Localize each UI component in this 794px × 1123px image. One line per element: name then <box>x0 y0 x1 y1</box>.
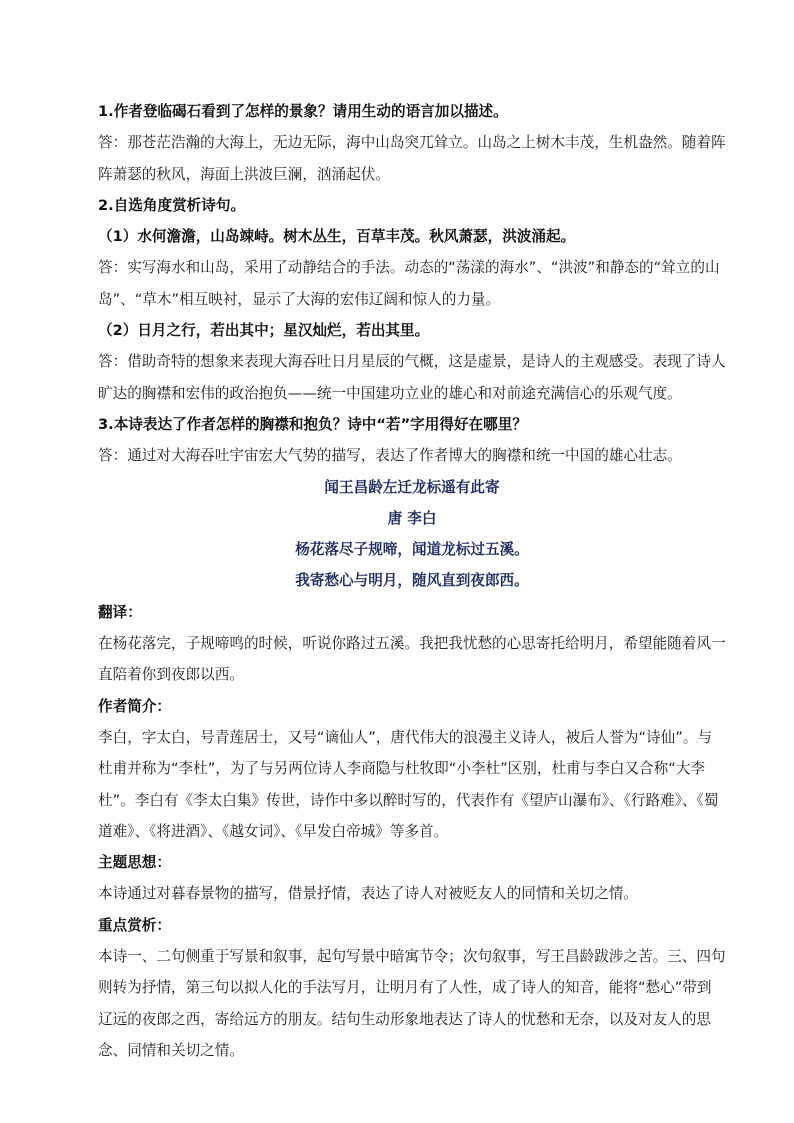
poem-line-1: 杨花落尽子规啼，闻道龙标过五溪。 <box>295 541 529 559</box>
answer-2-part-2: 答：借助奇特的想象来表现大海吞吐日月星辰的气概，这是虚景，是诗人的主观感受。表现了诗人旷达的胸襟和宏伟的政治抱负——统一中国建功立业的雄心和对前途充满信心的乐观气度。 <box>98 353 726 402</box>
question-2: 2.自选角度赏析诗句。 <box>98 196 246 214</box>
question-2-part-2: （2）日月之行，若出其中；星汉灿烂，若出其里。 <box>98 322 430 340</box>
answer-2-part-1: 答：实写海水和山岛，采用了动静结合的手法。动态的“荡漾的海水”、“洪波”和静态的“耸立的山岛”、“草木”相互映衬，显示了大海的宏伟辽阔和惊人的力量。 <box>98 259 720 308</box>
answer-1: 答：那苍茫浩瀚的大海上，无边无际，海中山岛突兀耸立。山岛之上树木丰茂，生机盎然。随着阵阵萧瑟的秋风，海面上洪波巨澜，汹涌起伏。 <box>98 134 726 183</box>
theme-heading: 主题思想： <box>98 854 171 872</box>
analysis-text: 本诗一、二句侧重于写景和叙事，起句写景中暗寓节令；次句叙事，写王昌龄跋涉之苦。三、四句则转为抒情，第三句以拟人化的手法写月，让明月有了人性，成了诗人的知音，能将“愁心”带到辽远的夜郎之西，寄给远方的朋友。结句生动形象地表达了诗人的忧愁和无奈，以及对友人的思念、同情和关切之情。 <box>98 948 726 1059</box>
theme-text: 本诗通过对暮春景物的描写，借景抒情，表达了诗人对被贬友人的同情和关切之情。 <box>98 885 638 903</box>
poem-line-2: 我寄愁心与明月，随风直到夜郎西。 <box>295 572 529 590</box>
poem-author: 唐 李白 <box>387 509 437 527</box>
question-2-part-1: （1）水何澹澹，山岛竦峙。树木丛生，百草丰茂。秋风萧瑟，洪波涌起。 <box>98 228 576 246</box>
author-heading: 作者简介： <box>98 697 171 715</box>
question-3: 3.本诗表达了作者怎样的胸襟和抱负？诗中“若”字用得好在哪里？ <box>98 415 527 433</box>
question-1: 1.作者登临碣石看到了怎样的景象？请用生动的语言加以描述。 <box>98 103 508 120</box>
author-bio-text: 李白，字太白，号青莲居士，又号“谪仙人”，唐代伟大的浪漫主义诗人，被后人誉为“诗仙”。与杜甫并称为“李杜”，为了与另两位诗人李商隐与杜牧即“小李杜”区别，杜甫与李白又合称“大李杜”。李白有《李太白集》传世，诗作中多以醉时写的，代表作有《望庐山瀑布》、《行路难》、《蜀道难》、《将进酒》、《越女词》、《早发白帝城》等多首。 <box>98 728 719 840</box>
document-page <box>98 96 726 1066</box>
translation-text: 在杨花落完，子规啼鸣的时候，听说你路过五溪。我把我忧愁的心思寄托给明月，希望能随着风一直陪着你到夜郎以西。 <box>98 635 726 684</box>
analysis-heading: 重点赏析： <box>98 916 171 934</box>
translation-heading: 翻译： <box>98 603 142 621</box>
poem-title: 闻王昌龄左迁龙标遥有此寄 <box>324 478 500 496</box>
answer-3: 答：通过对大海吞吐宇宙宏大气势的描写，表达了作者博大的胸襟和统一中国的雄心壮志。 <box>98 447 682 465</box>
